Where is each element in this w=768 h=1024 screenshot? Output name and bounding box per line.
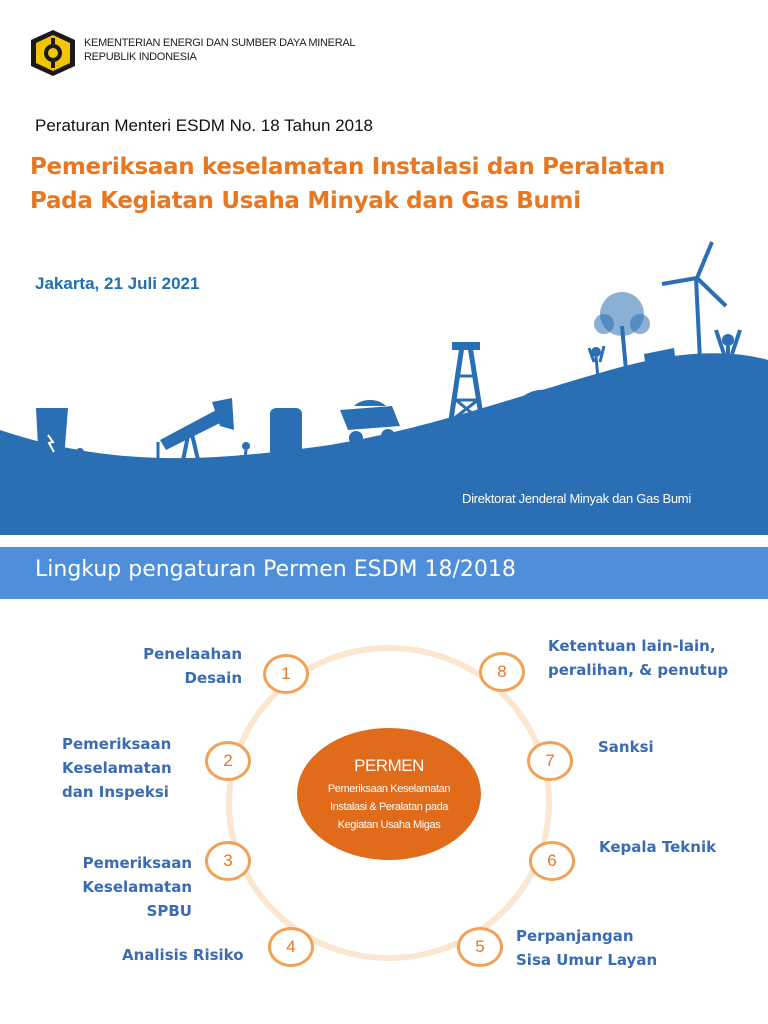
scope-item-2-line-3: dan Inspeksi	[62, 783, 169, 801]
scope-item-8-line-2: peralihan, & penutup	[548, 661, 729, 679]
scope-slide	[0, 535, 768, 1024]
regulation-label: Peraturan Menteri ESDM No. 18 Tahun 2018	[35, 116, 373, 135]
number-badge-7: 7	[527, 741, 573, 781]
center-line-3: Kegiatan Usaha Migas	[337, 819, 441, 831]
title-line-2: Pada Kegiatan Usaha Minyak dan Gas Bumi	[30, 188, 581, 214]
ministry-name	[84, 36, 355, 64]
energy-landscape-illustration	[0, 230, 768, 535]
scope-item-6	[599, 835, 759, 859]
permen-center-circle	[297, 728, 481, 860]
scope-item-3	[40, 851, 192, 923]
number-badge-8: 8	[479, 652, 525, 692]
scope-item-5	[516, 924, 716, 972]
number-badge-4: 4	[268, 927, 314, 967]
scope-item-3-line-1: Pemeriksaan	[82, 854, 192, 872]
scope-item-7	[598, 735, 718, 759]
slide-title	[30, 150, 750, 218]
scope-item-1	[80, 642, 242, 690]
scope-item-2	[62, 732, 202, 804]
scope-item-6-line-1: Kepala Teknik	[599, 838, 717, 856]
center-subtitle	[305, 780, 473, 834]
ministry-line-2: REPUBLIK INDONESIA	[84, 51, 197, 63]
title-line-1: Pemeriksaan keselamatan Instalasi dan Peralatan	[30, 154, 666, 180]
scope-item-5-line-1: Perpanjangan	[516, 927, 634, 945]
scope-item-5-line-2: Sisa Umur Layan	[516, 951, 658, 969]
number-badge-3: 3	[205, 841, 251, 881]
ministry-line-1: KEMENTERIAN ENERGI DAN SUMBER DAYA MINERAL	[84, 37, 356, 49]
scope-item-4-line-1: Analisis Risiko	[122, 946, 244, 964]
scope-item-8-line-1: Ketentuan lain-lain,	[548, 637, 716, 655]
scope-item-1-line-1: Penelaahan	[143, 645, 242, 663]
section-title: Lingkup pengaturan Permen ESDM 18/2018	[35, 557, 516, 582]
number-badge-1: 1	[263, 654, 309, 694]
directorate-label: Direktorat Jenderal Minyak dan Gas Bumi	[462, 491, 691, 506]
scope-item-2-line-2: Keselamatan	[62, 759, 172, 777]
scope-item-3-line-2: Keselamatan	[82, 878, 192, 896]
center-line-1: Pemeriksaan Keselamatan	[327, 783, 451, 795]
number-badge-5: 5	[457, 927, 503, 967]
number-badge-6: 6	[529, 841, 575, 881]
scope-item-7-line-1: Sanksi	[598, 738, 654, 756]
scope-item-2-line-1: Pemeriksaan	[62, 735, 172, 753]
ministry-logo-icon	[28, 28, 78, 78]
number-badge-2: 2	[205, 741, 251, 781]
scope-item-4	[122, 943, 262, 967]
scope-item-3-line-3: SPBU	[146, 902, 192, 920]
event-date: Jakarta, 21 Juli 2021	[35, 274, 200, 293]
center-title: PERMEN	[354, 756, 424, 775]
center-line-2: Instalasi & Peralatan pada	[329, 801, 449, 813]
scope-item-8	[548, 634, 763, 682]
scope-item-1-line-2: Desain	[184, 669, 242, 687]
